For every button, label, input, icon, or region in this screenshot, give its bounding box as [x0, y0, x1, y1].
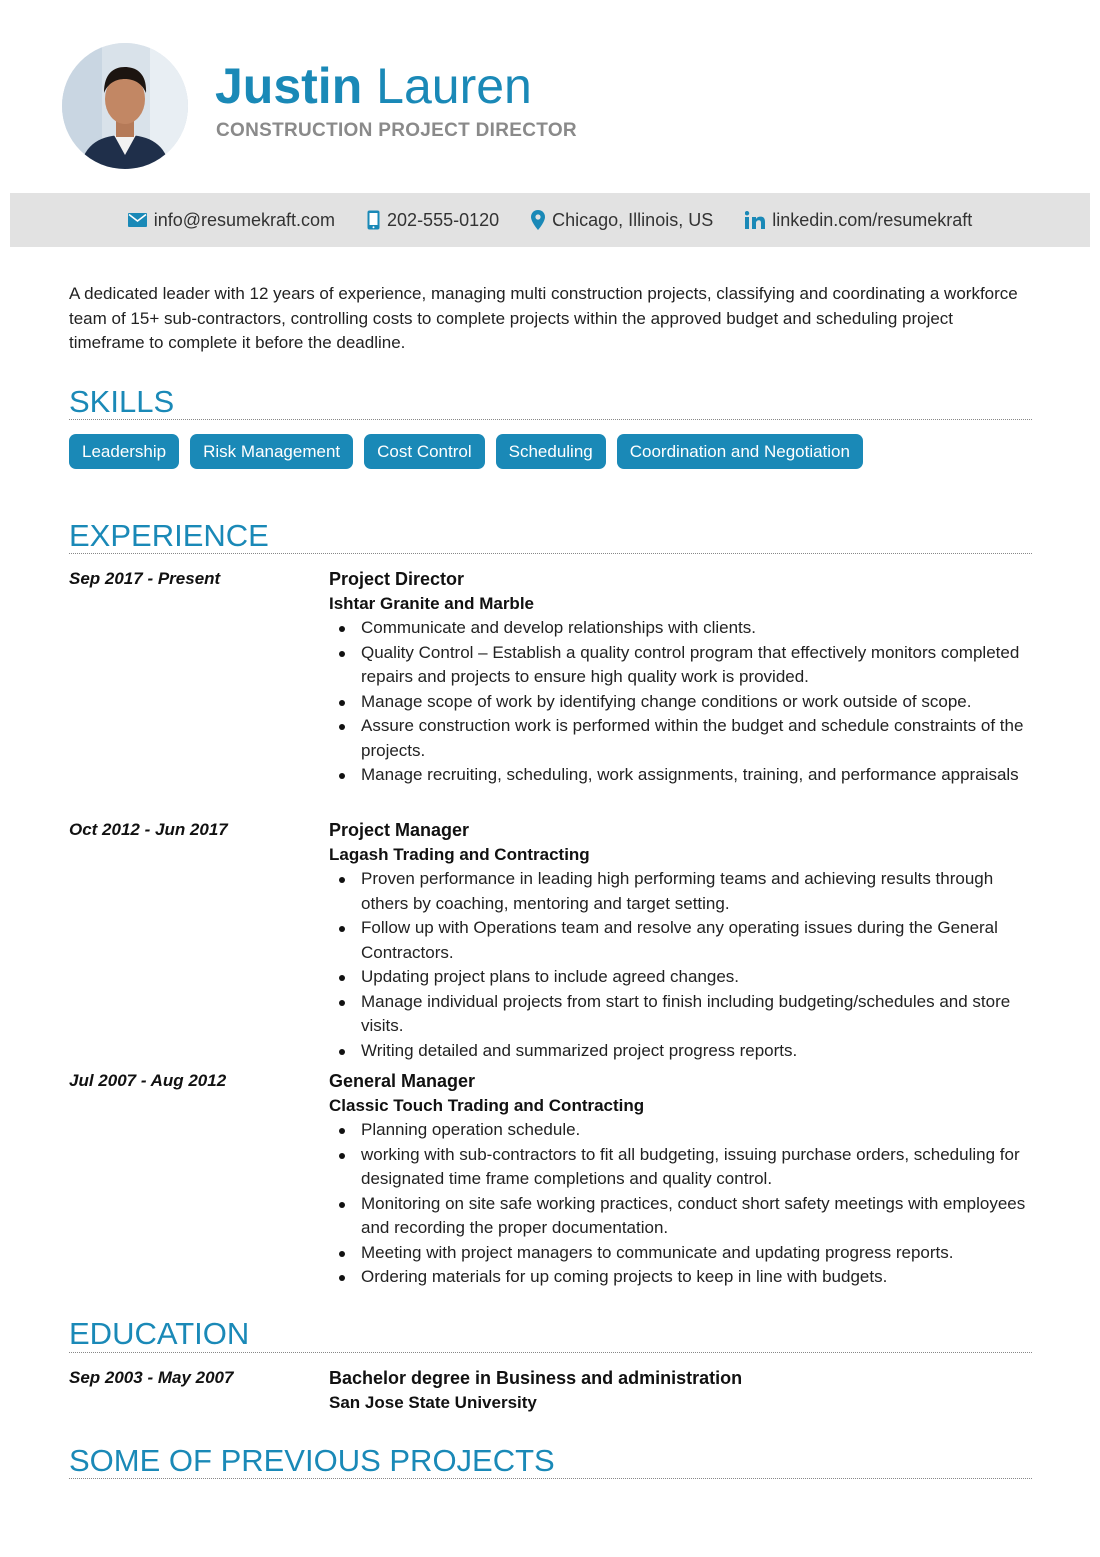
job-bullet: Writing detailed and summarized project progress reports. — [361, 1039, 1029, 1064]
job-bullet: Ordering materials for up coming projects to keep in line with budgets. — [361, 1265, 1029, 1290]
job-bullet: Quality Control – Establish a quality control program that effectively monitors completed repairs and projects to ensure high quality work is provided. — [361, 641, 1029, 690]
email-text: info@resumekraft.com — [153, 209, 336, 230]
skill-tag: Cost Control — [364, 434, 484, 469]
job-dates: Jul 2007 - Aug 2012 — [69, 1071, 227, 1090]
education-heading: EDUCATION — [69, 1316, 250, 1351]
job-bullet: Manage recruiting, scheduling, work assignments, training, and performance appraisals — [361, 763, 1029, 788]
contact-linkedin[interactable] — [745, 210, 972, 231]
job-title: CONSTRUCTION PROJECT DIRECTOR — [216, 120, 577, 141]
job-dates: Oct 2012 - Jun 2017 — [69, 820, 228, 839]
job-bullets — [329, 867, 1029, 1063]
skill-tag: Coordination and Negotiation — [617, 434, 863, 469]
linkedin-text: linkedin.com/resumekraft — [772, 209, 973, 230]
education-dates: Sep 2003 - May 2007 — [69, 1368, 234, 1387]
envelope-icon — [128, 213, 147, 227]
skills-heading: SKILLS — [69, 384, 175, 419]
job-bullet: Proven performance in leading high performing teams and achieving results through others by coaching, mentoring and target setting. — [361, 867, 1029, 916]
job-bullet: working with sub-contractors to fit all budgeting, issuing purchase orders, scheduling for designated time frame completions and quality control. — [361, 1143, 1029, 1192]
summary-paragraph: A dedicated leader with 12 years of experience, managing multi construction projects, classifying and coordinating a workforce team of 15+ sub-contractors, controlling costs to complete projects within the approved budget and scheduling project timeframe to complete it before the deadline. — [69, 284, 1018, 352]
job-bullet: Assure construction work is performed within the budget and schedule constraints of the projects. — [361, 714, 1029, 763]
contact-email[interactable] — [128, 210, 335, 231]
skills-list — [69, 434, 863, 469]
job-bullets — [329, 1118, 1029, 1290]
avatar — [62, 43, 188, 169]
job-bullet: Manage individual projects from start to finish including budgeting/schedules and store visits. — [361, 990, 1029, 1039]
projects-divider — [69, 1478, 1032, 1479]
job-role: General Manager — [329, 1071, 476, 1091]
education-degree: Bachelor degree in Business and administration — [329, 1368, 743, 1388]
job-role: Project Director — [329, 569, 465, 589]
profile-photo — [62, 43, 188, 169]
candidate-name — [215, 56, 532, 116]
job-bullet: Monitoring on site safe working practices, conduct short safety meetings with employees and recording the proper documentation. — [361, 1192, 1029, 1241]
education-school: San Jose State University — [329, 1393, 537, 1412]
phone-icon — [367, 210, 380, 230]
job-dates: Sep 2017 - Present — [69, 569, 221, 588]
contact-bar — [10, 193, 1090, 247]
job-company: Lagash Trading and Contracting — [329, 845, 590, 864]
job-bullet: Communicate and develop relationships with clients. — [361, 616, 1029, 641]
education-divider — [69, 1352, 1032, 1353]
job-bullet: Manage scope of work by identifying change conditions or work outside of scope. — [361, 690, 1029, 715]
job-bullet: Planning operation schedule. — [361, 1118, 1029, 1143]
resume-header — [0, 0, 1100, 190]
contact-phone[interactable] — [367, 210, 499, 231]
skills-divider — [69, 419, 1032, 420]
skill-tag: Scheduling — [496, 434, 606, 469]
location-text: Chicago, Illinois, US — [552, 209, 714, 230]
job-company: Ishtar Granite and Marble — [329, 594, 534, 613]
linkedin-icon — [745, 211, 765, 229]
skill-tag: Risk Management — [190, 434, 353, 469]
location-pin-icon — [531, 210, 545, 230]
job-company: Classic Touch Trading and Contracting — [329, 1096, 645, 1115]
contact-location — [531, 210, 713, 231]
skill-tag: Leadership — [69, 434, 179, 469]
job-bullets — [329, 616, 1029, 788]
projects-heading: SOME OF PREVIOUS PROJECTS — [69, 1443, 555, 1478]
experience-divider — [69, 553, 1032, 554]
first-name: Justin — [215, 58, 363, 114]
job-bullet: Meeting with project managers to communicate and updating progress reports. — [361, 1241, 1029, 1266]
job-bullet: Follow up with Operations team and resolve any operating issues during the General Contractors. — [361, 916, 1029, 965]
job-role: Project Manager — [329, 820, 470, 840]
phone-text: 202-555-0120 — [387, 209, 500, 230]
job-bullet: Updating project plans to include agreed changes. — [361, 965, 1029, 990]
last-name: Lauren — [376, 58, 532, 114]
experience-heading: EXPERIENCE — [69, 518, 269, 553]
